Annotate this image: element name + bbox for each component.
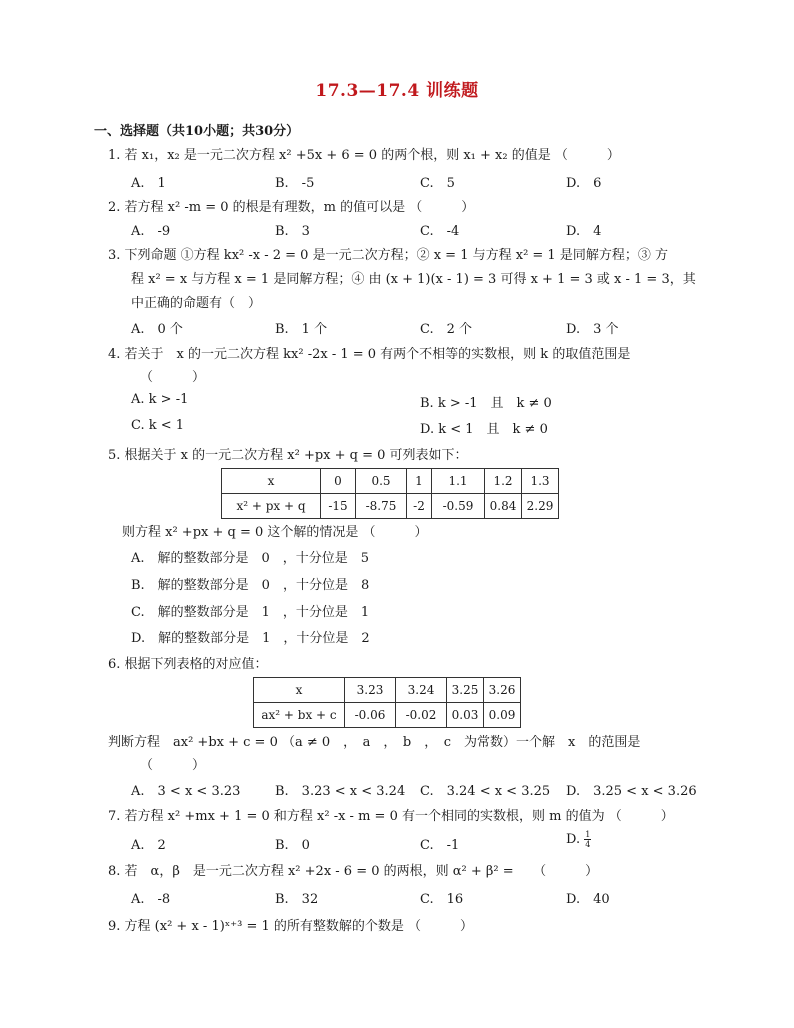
table-cell: 1.1 (432, 469, 485, 494)
option-label: D. (566, 832, 581, 847)
table-cell: 3.25 (447, 678, 484, 703)
q5-value-table (221, 468, 559, 519)
question-number: 6. (108, 657, 121, 672)
q1-option-c: C. 5 (420, 176, 455, 191)
question-text: 若关于 x 的一元二次方程 kx² -2x - 1 = 0 有两个不相等的实数根，则 k 的取值范围是 (124, 347, 631, 362)
question-number: 2. (108, 200, 121, 215)
table-cell: 1 (407, 469, 432, 494)
question-5 (108, 446, 708, 466)
table-cell: -15 (321, 494, 356, 519)
q6-value-table (253, 677, 521, 728)
table-cell: -0.06 (345, 703, 396, 728)
q3-option-b: B. 1 个 (275, 322, 328, 337)
table-cell: -8.75 (356, 494, 407, 519)
table-cell: 3.24 (396, 678, 447, 703)
question-text: 根据下列表格的对应值： (124, 657, 268, 672)
q6-option-c: C. 3.24 < x < 3.25 (420, 784, 551, 799)
question-number: 3. (108, 248, 121, 263)
question-4-line-2: （ ） (140, 370, 206, 385)
question-7 (108, 807, 708, 827)
table-cell: 1.2 (485, 469, 522, 494)
table-cell: 1.3 (522, 469, 559, 494)
fraction-numerator: 1 (585, 830, 591, 839)
q2-option-a: A. -9 (131, 224, 171, 239)
question-1 (108, 146, 708, 166)
fraction-one-quarter (584, 830, 591, 849)
question-number: 5. (108, 448, 121, 463)
q5-option-d: D. 解的整数部分是 1 ，十分位是 2 (131, 631, 370, 646)
table-cell: 0.03 (447, 703, 484, 728)
table-cell: 0 (321, 469, 356, 494)
question-number: 9. (108, 919, 121, 934)
q4-option-d: D. k < 1 且 k ≠ 0 (420, 422, 548, 437)
question-8 (108, 862, 708, 882)
question-number: 4. (108, 347, 121, 362)
table-cell: 0.09 (484, 703, 521, 728)
q8-option-a: A. -8 (131, 892, 171, 907)
question-3-line-1 (108, 246, 708, 266)
table-cell: -0.02 (396, 703, 447, 728)
question-6 (108, 655, 708, 675)
question-number: 8. (108, 864, 121, 879)
q7-option-c: C. -1 (420, 838, 460, 853)
table-cell: -2 (407, 494, 432, 519)
q4-option-c: C. k < 1 (131, 418, 185, 433)
q8-option-c: C. 16 (420, 892, 464, 907)
q2-option-c: C. -4 (420, 224, 460, 239)
q5-option-b: B. 解的整数部分是 0 ，十分位是 8 (131, 578, 370, 593)
table-cell: -0.59 (432, 494, 485, 519)
question-text: 若方程 x² -m = 0 的根是有理数，m 的值可以是 （ ） (124, 200, 475, 215)
table-cell: 3.23 (345, 678, 396, 703)
question-text: 若 x₁，x₂ 是一元二次方程 x² +5x + 6 = 0 的两个根，则 x₁ + x₂ 的值是 （ ） (124, 148, 620, 163)
question-text: 方程 (x² + x - 1)ˣ⁺³ = 1 的所有整数解的个数是 （ ） (124, 919, 474, 934)
question-3-line-3: 中正确的命题有（ ） (131, 296, 262, 311)
q2-option-b: B. 3 (275, 224, 310, 239)
q5-option-c: C. 解的整数部分是 1 ，十分位是 1 (131, 605, 370, 620)
q3-option-a: A. 0 个 (131, 322, 183, 337)
q6-option-b: B. 3.23 < x < 3.24 (275, 784, 406, 799)
q4-option-b: B. k > -1 且 k ≠ 0 (420, 396, 552, 411)
q7-option-b: B. 0 (275, 838, 310, 853)
table-row (222, 494, 559, 519)
table-row (254, 703, 521, 728)
q1-option-a: A. 1 (131, 176, 166, 191)
question-6-prompt-line-2: （ ） (140, 758, 206, 773)
question-number: 1. (108, 148, 121, 163)
q3-option-d: D. 3 个 (566, 322, 619, 337)
q2-option-d: D. 4 (566, 224, 602, 239)
table-cell: x² + px + q (222, 494, 321, 519)
q8-option-b: B. 32 (275, 892, 319, 907)
table-row (254, 678, 521, 703)
q3-option-c: C. 2 个 (420, 322, 473, 337)
q7-option-d (566, 830, 591, 849)
question-text: 下列命题 ①方程 kx² -x - 2 = 0 是一元二次方程；② x = 1 与方程 x² = 1 是同解方程；③ 方 (124, 248, 668, 263)
q8-option-d: D. 40 (566, 892, 610, 907)
table-cell: 2.29 (522, 494, 559, 519)
question-5-prompt: 则方程 x² +px + q = 0 这个解的情况是 （ ） (122, 525, 428, 540)
q6-option-d: D. 3.25 < x < 3.26 (566, 784, 697, 799)
table-cell: 0.84 (485, 494, 522, 519)
table-cell: x (254, 678, 345, 703)
q4-option-a: A. k > -1 (131, 392, 189, 407)
question-6-prompt-line-1: 判断方程 ax² +bx + c = 0 （a ≠ 0 ， a ， b ， c 为常数）一个解 x 的范围是 (108, 735, 641, 750)
question-text: 若 α，β 是一元二次方程 x² +2x - 6 = 0 的两根，则 α² + β² = （ ） (124, 864, 599, 879)
table-cell: ax² + bx + c (254, 703, 345, 728)
q6-option-a: A. 3 < x < 3.23 (131, 784, 241, 799)
question-3-line-2: 程 x² = x 与方程 x = 1 是同解方程；④ 由 (x + 1)(x - 1) = 3 可得 x + 1 = 3 或 x - 1 = 3，其 (131, 272, 696, 287)
table-cell: 0.5 (356, 469, 407, 494)
question-9 (108, 917, 708, 937)
q7-option-a: A. 2 (131, 838, 166, 853)
question-4-line-1 (108, 345, 708, 365)
page-title: 17.3—17.4 训练题 (315, 81, 479, 101)
table-cell: 3.26 (484, 678, 521, 703)
fraction-denominator: 4 (585, 840, 591, 849)
section-heading: 一、选择题（共10小题；共30分） (94, 124, 300, 139)
question-2 (108, 198, 708, 218)
q1-option-b: B. -5 (275, 176, 315, 191)
q1-option-d: D. 6 (566, 176, 602, 191)
question-text: 若方程 x² +mx + 1 = 0 和方程 x² -x - m = 0 有一个相同的实数根，则 m 的值为 （ ） (124, 809, 674, 824)
table-cell: x (222, 469, 321, 494)
question-text: 根据关于 x 的一元二次方程 x² +px + q = 0 可列表如下： (124, 448, 468, 463)
question-number: 7. (108, 809, 121, 824)
table-row (222, 469, 559, 494)
q5-option-a: A. 解的整数部分是 0 ，十分位是 5 (131, 551, 370, 566)
